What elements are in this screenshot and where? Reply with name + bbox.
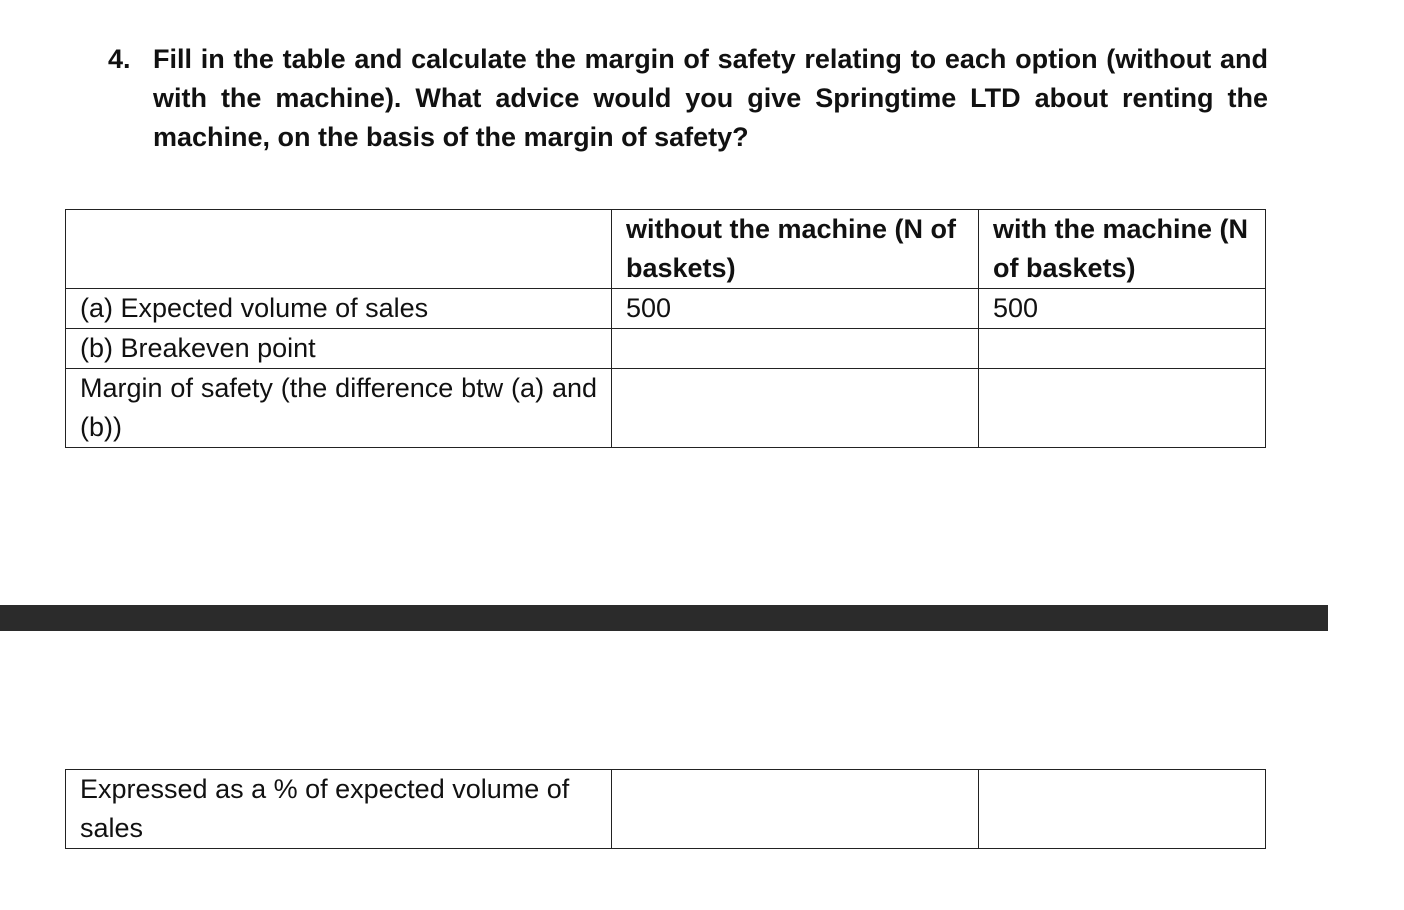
table-row xyxy=(66,369,1266,448)
row-label-margin-of-safety: Margin of safety (the difference btw (a) and (b)) xyxy=(66,369,612,448)
table-row xyxy=(66,289,1266,329)
row-label-breakeven: (b) Breakeven point xyxy=(66,329,612,369)
cell-breakeven-with[interactable] xyxy=(979,329,1266,369)
header-cell-empty xyxy=(66,210,612,289)
cell-margin-without[interactable] xyxy=(612,369,979,448)
table-row xyxy=(66,329,1266,369)
header-without-machine: without the machine (N of baskets) xyxy=(612,210,979,289)
margin-of-safety-table xyxy=(65,209,1266,448)
cell-percent-with[interactable] xyxy=(979,770,1266,849)
cell-breakeven-without[interactable] xyxy=(612,329,979,369)
cell-expected-volume-with[interactable]: 500 xyxy=(979,289,1266,329)
question-number: 4. xyxy=(108,44,131,74)
question-text: Fill in the table and calculate the margin of safety relating to each option (without and with the machine). What advice would you give Springtime LTD about renting the machine, on the basis of the margin of safety? xyxy=(153,44,1268,152)
table-header-row xyxy=(66,210,1266,289)
percent-table xyxy=(65,769,1266,849)
header-with-machine: with the machine (N of baskets) xyxy=(979,210,1266,289)
cell-margin-with[interactable] xyxy=(979,369,1266,448)
row-label-expected-volume: (a) Expected volume of sales xyxy=(66,289,612,329)
row-label-percent: Expressed as a % of expected volume of sales xyxy=(66,770,612,849)
cell-expected-volume-without[interactable]: 500 xyxy=(612,289,979,329)
table-row xyxy=(66,770,1266,849)
cell-percent-without[interactable] xyxy=(612,770,979,849)
question-block xyxy=(108,40,1268,157)
divider-bar xyxy=(0,605,1328,631)
